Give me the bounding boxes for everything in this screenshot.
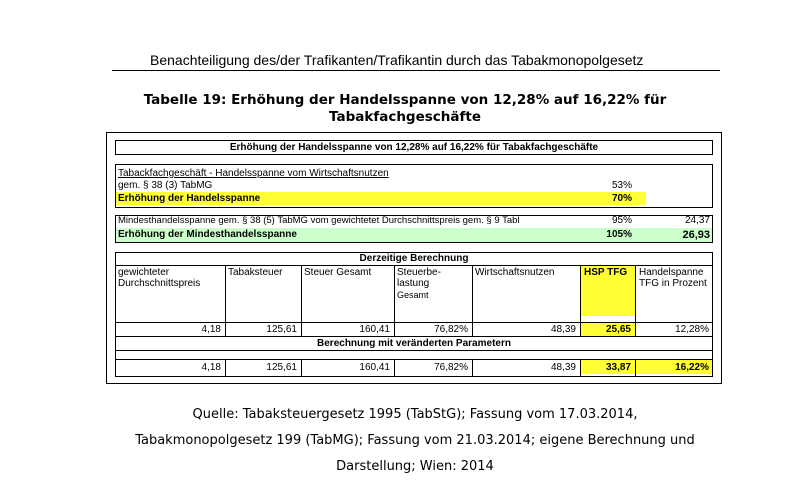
section2-row1-label: Mindesthandelsspanne gem. § 38 (5) TabMG vom gewichtetet Durchschnittspreis gem. § 9 Tabl (118, 215, 520, 226)
header-bottom-rule (115, 322, 713, 323)
current-row-bottom-rule (115, 336, 713, 337)
current-cell: 76,82% (434, 324, 468, 335)
col-rule (225, 359, 226, 377)
caption-line-1: Quelle: Tabaksteuergesetz 1995 (TabStG); Fassung vom 17.03.2014, (192, 407, 638, 422)
col-header-avg-price-1: gewichteter (118, 267, 170, 278)
col-header-hsp-tfg: HSP TFG (584, 267, 628, 278)
section2-row1-pct: 95% (611, 215, 632, 226)
changed-heading-bottom-rule (115, 350, 713, 351)
section1-row1-value: 53% (611, 180, 632, 191)
changed-cell: 160,41 (359, 362, 390, 373)
current-cell: 4,18 (201, 324, 221, 335)
col-rule (394, 266, 395, 336)
caption-line-2: Tabakmonopolgesetz 199 (TabMG); Fassung vom 21.03.2014; eigene Berechnung und (135, 433, 695, 448)
col-header-tax-burden-1: Steuerbe- (397, 267, 441, 278)
banner-text: Erhöhung der Handelsspanne von 12,28% auf 16,22% für Tabakfachgeschäfte (229, 142, 599, 153)
section2-row2-pct: 105% (606, 229, 632, 240)
section1-row2-value: 70% (611, 193, 632, 204)
col-header-margin-pct-1: Handelspanne (639, 267, 704, 278)
page-header: Benachteiligung des/der Trafikanten/Trafikantin durch das Tabakmonopolgesetz (150, 52, 644, 68)
current-heading: Derzeitige Berechnung (359, 253, 469, 264)
col-header-tobacco-tax: Tabaksteuer (228, 267, 283, 278)
col-rule (635, 359, 636, 377)
section2-row2-val: 26,93 (682, 229, 710, 241)
col-rule (580, 266, 581, 336)
col-rule (580, 359, 581, 377)
col-rule (472, 266, 473, 336)
col-header-margin-pct-2: TFG in Prozent (639, 278, 707, 289)
col-header-avg-price-2: Durchschnittspreis (118, 278, 201, 289)
col-rule (301, 359, 302, 377)
table-figure (106, 132, 722, 384)
col-rule (394, 359, 395, 377)
changed-cell-pct: 16,22% (675, 362, 709, 373)
caption-line-3: Darstellung; Wien: 2014 (336, 459, 494, 474)
header-rule (112, 70, 720, 71)
col-rule (225, 266, 226, 336)
changed-cell: 4,18 (201, 362, 221, 373)
current-cell: 160,41 (359, 324, 390, 335)
source-caption (100, 402, 730, 480)
current-cell: 125,61 (266, 324, 297, 335)
col-rule (301, 266, 302, 336)
col-header-tax-burden-3: Gesamt (397, 290, 429, 300)
col-header-economic-benefit: Wirtschaftsnutzen (475, 267, 555, 278)
changed-cell-hsp: 33,87 (605, 362, 631, 373)
current-cell: 48,39 (550, 324, 576, 335)
changed-heading: Berechnung mit veränderten Parametern (317, 338, 511, 349)
section2-row1-val: 24,37 (684, 215, 710, 226)
table-title: Tabelle 19: Erhöhung der Handelsspanne von 12,28% auf 16,22% für Tabakfachgeschäfte (143, 92, 667, 125)
changed-cell: 76,82% (434, 362, 468, 373)
changed-cell: 48,39 (550, 362, 576, 373)
section2-row2-label: Erhöhung der Mindesthandelsspanne (118, 229, 297, 240)
current-cell-pct: 12,28% (675, 324, 709, 335)
col-rule (635, 266, 636, 336)
col-header-total-tax: Steuer Gesamt (304, 267, 372, 278)
section1-row2-label: Erhöhung der Handelsspanne (118, 193, 261, 204)
changed-row-top-rule (115, 359, 713, 360)
current-cell-hsp: 25,65 (605, 324, 631, 335)
changed-cell: 125,61 (266, 362, 297, 373)
col-rule (472, 359, 473, 377)
section1-heading: Tabackfachgeschäft - Handelsspanne vom Wirtschaftsnutzen (118, 168, 389, 179)
section1-row1-label: gem. § 38 (3) TabMG (118, 180, 213, 191)
col-header-tax-burden-2: lastung (397, 278, 430, 289)
